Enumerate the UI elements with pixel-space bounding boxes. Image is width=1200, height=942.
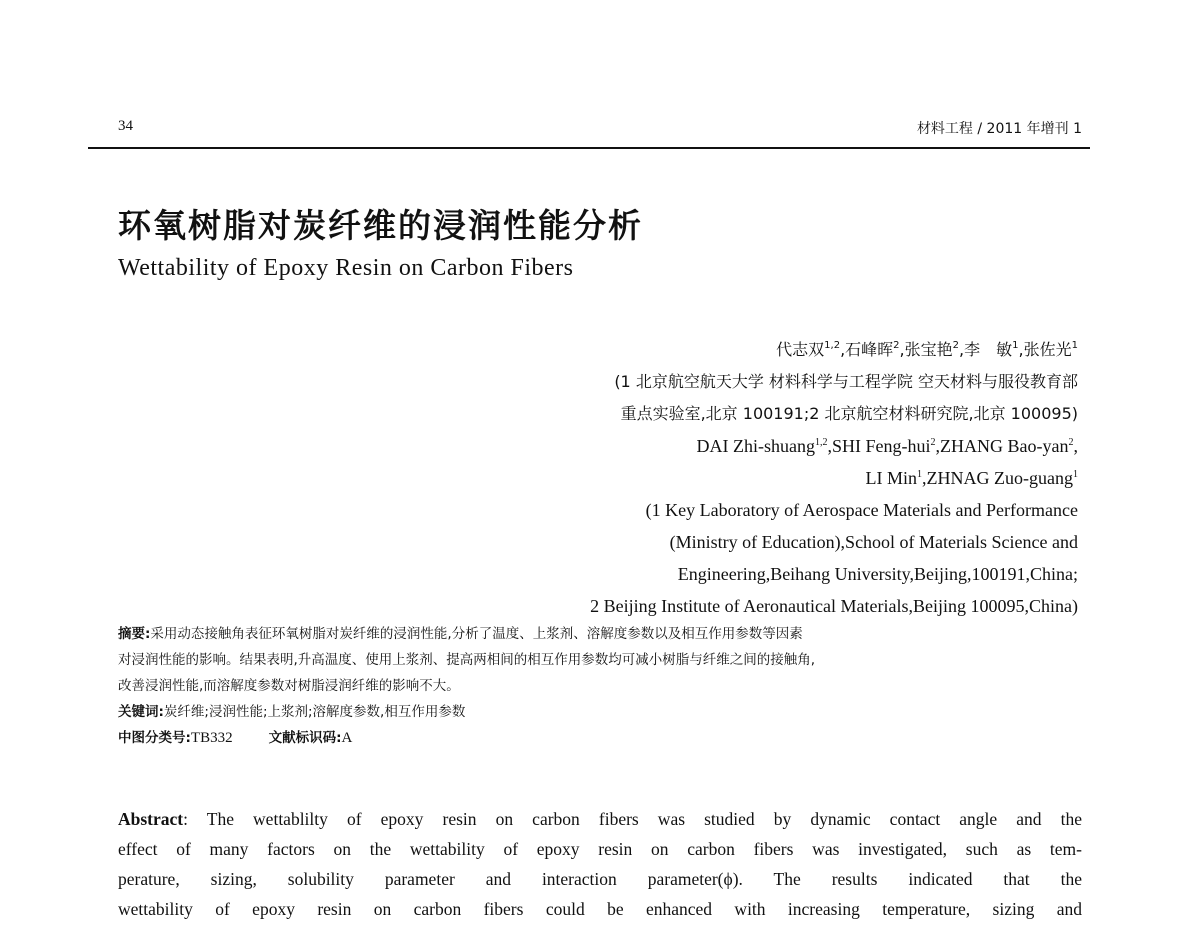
author-sup: 2 [1068,437,1074,448]
affiliation-en-line: Engineering,Beihang University,Beijing,100191,China; [677,564,1078,584]
abstract-en-label: Abstract [118,809,184,829]
abstract-cn-label: 摘要: [118,626,151,642]
author: ZHANG Bao-yan [940,436,1069,456]
author-sup: 2 [952,340,960,351]
author: 石峰晖 [845,340,894,359]
page-number: 34 [118,118,133,134]
author: SHI Feng-hui [832,436,931,456]
author-sup: 1 [1073,469,1078,480]
doc-code-label: 文献标识码: [268,730,342,746]
classification-label: 中图分类号: [118,730,191,746]
header-rule [88,147,1090,149]
abstract-en-line: wettability of epoxy resin on carbon fibers could be enhanced with increasing temperature, sizing and [118,899,1082,919]
author-sup: 2 [930,437,936,448]
author-sup: 1 [1071,340,1078,351]
abstract-cn-line: 采用动态接触角表征环氧树脂对炭纤维的浸润性能,分析了温度、上浆剂、溶解度参数以及相互作用参数等因素 [150,626,803,642]
abstract-en-line: perature, sizing, solubility parameter and interaction parameter(ϕ). The results indicated that the [118,869,1082,889]
classification-value: TB332 [190,730,233,746]
author-sup: 2 [893,340,900,351]
author: ZHNAG Zuo-guang [926,468,1073,488]
author-sup: 1 [1012,340,1019,351]
abstract-en-line: effect of many factors on the wettability of epoxy resin on carbon fibers was investigated, such as tem- [118,839,1082,859]
paper-subtitle-en: Wettability of Epoxy Resin on Carbon Fibers [118,255,574,281]
authors-en-line: DAI Zhi-shuang$^{1,2}$,SHI Feng-hui$^2$,ZHANG Bao-yan$^2$, [696,436,1078,456]
affiliation-en-line: 2 Beijing Institute of Aeronautical Materials,Beijing 100095,China) [590,596,1078,616]
keywords: 炭纤维;浸润性能;上浆剂;溶解度参数,相互作用参数 [163,704,466,720]
authors-en-line: LI Min$^1$,ZHNAG Zuo-guang$^1$ [865,468,1078,488]
affiliation-cn-line: 重点实验室,北京 100191;2 北京航空材料研究院,北京 100095) [620,404,1078,423]
abstract-cn [118,621,1082,751]
authors-cn: 代志双$^{1,2}$,石峰晖$^2$,张宝艳$^2$,李 敏$^1$,张佐光$^1$ [776,340,1078,359]
author: 李 敏 [964,340,1013,359]
author: 张佐光 [1023,340,1072,359]
journal-header: 材料工程 / 2011 年增刊 1 [916,121,1082,137]
author-sup: 1,2 [824,340,841,351]
affiliation-en-line: (1 Key Laboratory of Aerospace Materials and Performance [645,500,1078,520]
doc-code-value: A [341,730,353,746]
author: DAI Zhi-shuang [696,436,816,456]
author-sup: 1 [917,469,923,480]
author: 张宝艳 [904,340,953,359]
author-sup: 1,2 [815,437,828,448]
abstract-en-line: : The wettablilty of epoxy resin on carbon fibers was studied by dynamic contact angle and the [183,809,1082,829]
author: 代志双 [776,340,825,359]
paper-title: 环氧树脂对炭纤维的浸润性能分析 [118,206,643,245]
author-block [590,334,1078,622]
affiliation-en-line: (Ministry of Education),School of Materials Science and [669,532,1078,552]
abstract-cn-line: 改善浸润性能,而溶解度参数对树脂浸润纤维的影响不大。 [118,678,460,694]
author: LI Min [865,468,918,488]
abstract-cn-line: 对浸润性能的影响。结果表明,升高温度、使用上浆剂、提高两相间的相互作用参数均可减小树脂与纤维之间的接触角, [118,652,816,668]
affiliation-cn-line: (1 北京航空航天大学 材料科学与工程学院 空天材料与服役教育部 [614,372,1078,391]
keywords-label: 关键词: [118,704,164,720]
abstract-en [118,804,1082,924]
